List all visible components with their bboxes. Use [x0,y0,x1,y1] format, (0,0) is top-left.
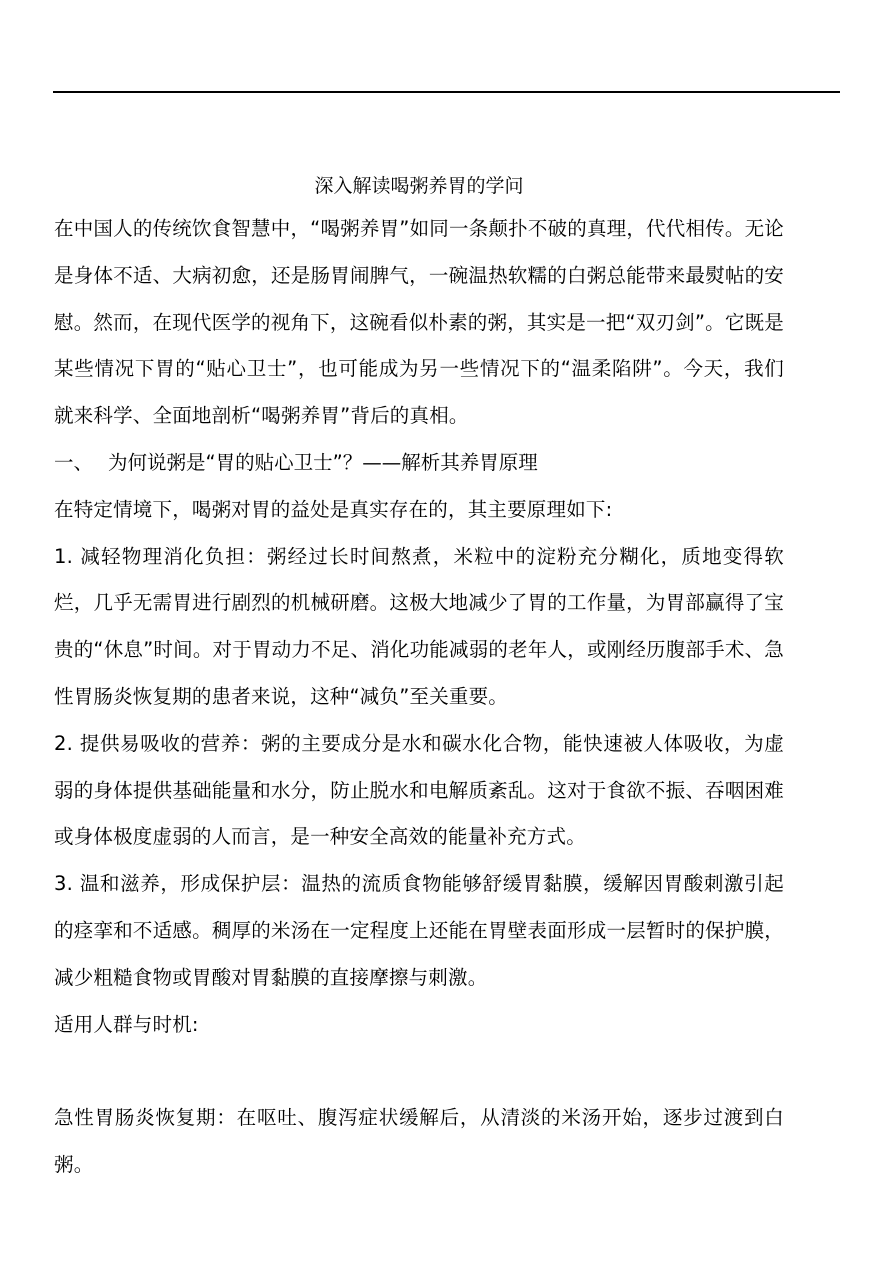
section-heading [54,440,784,487]
document-title: 深入解读喝粥养胃的学问 [314,175,524,197]
point-2-paragraph: 2. 提供易吸收的营养：粥的主要成分是水和碳水化合物，能快速被人体吸收，为虚弱的身体提供基础能量和水分，防止脱水和电解质紊乱。这对于食欲不振、吞咽困难或身体极度虚弱的人而言，是一种安全高效的能量补充方式。 [54,731,784,849]
audience-label: 适用人群与时机: [54,1012,199,1036]
section-heading-text: 为何说粥是“胃的贴心卫士”？——解析其养胃原理 [108,450,538,474]
section-lead-paragraph: 在特定情境下，喝粥对胃的益处是真实存在的，其主要原理如下: [54,497,613,521]
document-body [54,166,784,1189]
header-rule [53,91,840,93]
point-1-paragraph: 1. 减轻物理消化负担：粥经过长时间熬煮，米粒中的淀粉充分糊化，质地变得软烂，几乎无需胃进行剧烈的机械研磨。这极大地减少了胃的工作量，为胃部赢得了宝贵的“休息”时间。对于胃动力不足、消化功能减弱的老年人，或刚经历腹部手术、急性胃肠炎恢复期的患者来说，这种“减负”至关重要。 [54,544,784,708]
intro-paragraph: 在中国人的传统饮食智慧中，“喝粥养胃”如同一条颠扑不破的真理，代代相传。无论是身体不适、大病初愈，还是肠胃闹脾气，一碗温热软糯的白粥总能带来最熨帖的安慰。然而，在现代医学的视角下，这碗看似朴素的粥，其实是一把“双刃剑”。它既是某些情况下胃的“贴心卫士”，也可能成为另一些情况下的“温柔陷阱”。今天，我们就来科学、全面地剖析“喝粥养胃”背后的真相。 [54,217,784,428]
blank-line [54,1048,784,1095]
point-3-paragraph: 3. 温和滋养，形成保护层：温热的流质食物能够舒缓胃黏膜，缓解因胃酸刺激引起的痉挛和不适感。稠厚的米汤在一定程度上还能在胃壁表面形成一层暂时的保护膜，减少粗糙食物或胃酸对胃黏膜的直接摩擦与刺激。 [54,872,784,989]
section-number: 一、 [54,450,94,474]
audience-item-paragraph: 急性胃肠炎恢复期：在呕吐、腹泻症状缓解后，从清淡的米汤开始，逐步过渡到白粥。 [54,1106,784,1176]
